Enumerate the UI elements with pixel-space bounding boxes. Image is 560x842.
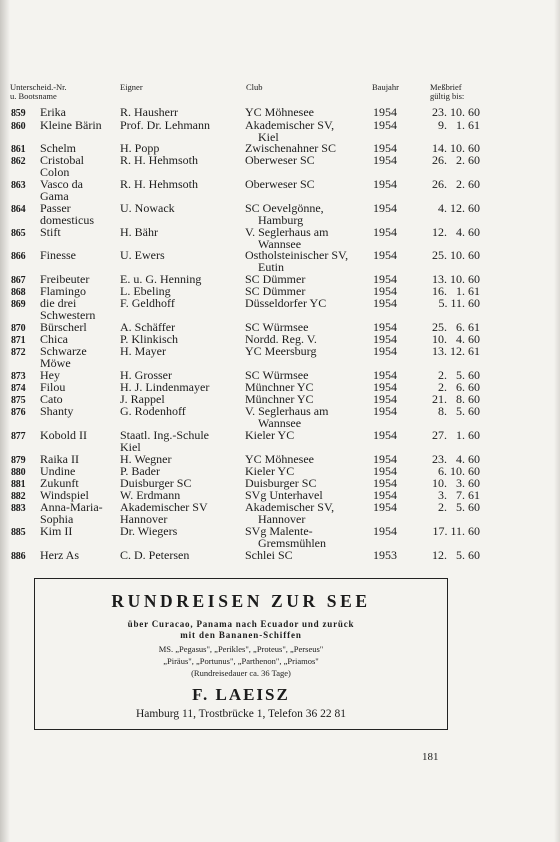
- boat-name: [40, 346, 120, 369]
- advertisement-box: [34, 578, 448, 730]
- boat-name: [40, 250, 120, 262]
- owner-name-line: Hannover: [120, 511, 168, 526]
- boat-name-line: Anna-Maria-: [40, 500, 103, 514]
- boat-name-line: Shanty: [40, 404, 74, 418]
- club-name-line: SC Oevelgönne,: [245, 201, 324, 215]
- club-name-line: SC Würmsee: [245, 320, 309, 334]
- ad-route-line2: mit den Bananen-Schiffen: [180, 630, 302, 640]
- certificate-valid-until: 10. 3. 60: [432, 476, 480, 490]
- owner-name-line: H. Mayer: [120, 344, 166, 358]
- certificate-valid-until: 9. 1. 61: [438, 118, 480, 132]
- boat-name: [40, 298, 120, 321]
- boat-name-line: Flamingo: [40, 284, 87, 298]
- certificate-valid-until: 4. 12. 60: [438, 201, 480, 215]
- club-name-line: YC Meersburg: [245, 344, 317, 358]
- club-name-line: V. Seglerhaus am: [245, 225, 329, 239]
- sail-number: 868: [11, 287, 26, 298]
- header-club: Club: [246, 82, 263, 92]
- boat-name: [40, 179, 120, 202]
- club-name-line: Kieler YC: [245, 428, 295, 442]
- certificate-valid-until: 25. 10. 60: [432, 248, 480, 262]
- club-name-line: SC Würmsee: [245, 368, 309, 382]
- owner-name-line: L. Ebeling: [120, 284, 171, 298]
- boat-name-line: Herz As: [40, 548, 79, 562]
- certificate-valid-until: 10. 4. 60: [432, 332, 480, 346]
- club-name-line: Kiel: [258, 129, 279, 144]
- owner-name: [120, 203, 244, 215]
- owner-name: [120, 502, 244, 525]
- club-name-line: Ostholsteinischer SV,: [245, 248, 349, 262]
- owner-name-line: P. Klinkisch: [120, 332, 179, 346]
- certificate-valid-until: 6. 10. 60: [438, 464, 480, 478]
- ad-company: F. LAEISZ: [192, 685, 290, 704]
- club-name-line: SC Dümmer: [245, 284, 306, 298]
- club-name-line: Hannover: [258, 511, 306, 526]
- boat-name-line: Kobold II: [40, 428, 87, 442]
- boat-name-line: Passer: [40, 201, 71, 215]
- certificate-valid-until: 13. 12. 61: [432, 344, 480, 358]
- club-name-line: Kieler YC: [245, 464, 295, 478]
- owner-name-line: R. H. Hehmsoth: [120, 153, 198, 167]
- ad-address: Hamburg 11, Trostbrücke 1, Telefon 36 22 81: [135, 708, 347, 720]
- certificate-valid-until: 23. 10. 60: [432, 105, 480, 119]
- certificate-valid-until: 14. 10. 60: [432, 141, 480, 155]
- header-nr-line2: u. Bootsname: [10, 91, 57, 101]
- club-name: [245, 346, 370, 358]
- certificate-valid-until: 26. 2. 60: [432, 153, 480, 167]
- club-name-line: Nordd. Reg. V.: [245, 332, 317, 346]
- ad-duration: (Rundreisedauer ca. 36 Tage): [191, 668, 291, 678]
- owner-name-line: Akademischer SV: [120, 500, 208, 514]
- owner-name-line: U. Ewers: [120, 248, 165, 262]
- boat-name: [40, 430, 120, 442]
- build-year: 1953: [373, 548, 397, 562]
- owner-name: [120, 526, 244, 538]
- build-year: 1954: [373, 153, 397, 167]
- boat-name: [40, 526, 120, 538]
- sail-number: 881: [11, 479, 26, 490]
- build-year: 1954: [373, 380, 397, 394]
- build-year: 1954: [373, 141, 397, 155]
- boat-name-line: Finesse: [40, 248, 76, 262]
- club-name: [245, 526, 370, 549]
- club-name: [245, 406, 370, 429]
- sail-number: 872: [11, 347, 26, 358]
- build-year: 1954: [373, 332, 397, 346]
- club-name: [245, 203, 370, 226]
- club-name-line: YC Möhnesee: [245, 452, 314, 466]
- certificate-valid-until: 16. 1. 61: [432, 284, 480, 298]
- certificate-valid-until: 21. 8. 60: [432, 392, 480, 406]
- owner-name-line: U. Nowack: [120, 201, 175, 215]
- sail-number: 869: [11, 299, 26, 310]
- owner-name: [120, 250, 244, 262]
- club-name-line: Akademischer SV,: [245, 500, 335, 514]
- sail-number: 860: [11, 121, 26, 132]
- boat-name-line: Erika: [40, 105, 66, 119]
- owner-name-line: Duisburger SC: [120, 476, 192, 490]
- boat-name-line: Freibeuter: [40, 272, 90, 286]
- club-name-line: Münchner YC: [245, 380, 314, 394]
- sail-number: 885: [11, 527, 26, 538]
- certificate-valid-until: 5. 11. 60: [438, 296, 480, 310]
- boat-name: [40, 107, 120, 119]
- boat-name: [40, 203, 120, 226]
- owner-name-line: E. u. G. Henning: [120, 272, 202, 286]
- sail-number: 873: [11, 371, 26, 382]
- club-name-line: Münchner YC: [245, 392, 314, 406]
- sail-number: 877: [11, 431, 26, 442]
- build-year: 1954: [373, 272, 397, 286]
- sail-number: 861: [11, 144, 26, 155]
- boat-name-line: Windspiel: [40, 488, 89, 502]
- owner-name-line: H. J. Lindenmayer: [120, 380, 210, 394]
- owner-name-line: P. Bader: [120, 464, 160, 478]
- build-year: 1954: [373, 404, 397, 418]
- certificate-valid-until: 3. 7. 61: [438, 488, 480, 502]
- owner-name: [120, 227, 244, 239]
- sail-number: 863: [11, 180, 26, 191]
- sail-number: 875: [11, 395, 26, 406]
- owner-name-line: H. Bähr: [120, 225, 158, 239]
- boat-name-line: domesticus: [40, 212, 94, 227]
- boat-name-line: Raika II: [40, 452, 79, 466]
- club-name-line: Oberweser SC: [245, 153, 315, 167]
- owner-name: [120, 155, 244, 167]
- boat-name: [40, 227, 120, 239]
- certificate-valid-until: 2. 6. 60: [438, 380, 480, 394]
- club-name: [245, 120, 370, 143]
- club-name-line: YC Möhnesee: [245, 105, 314, 119]
- club-name-line: SVg Malente-: [245, 524, 313, 538]
- boat-name: [40, 155, 120, 178]
- club-name-line: Akademischer SV,: [245, 118, 335, 132]
- boat-name-line: Stift: [40, 225, 61, 239]
- owner-name-line: A. Schäffer: [120, 320, 176, 334]
- owner-name: [120, 406, 244, 418]
- sail-number: 865: [11, 228, 26, 239]
- build-year: 1954: [373, 344, 397, 358]
- club-name-line: V. Seglerhaus am: [245, 404, 329, 418]
- sail-number: 864: [11, 204, 26, 215]
- owner-name-line: Prof. Dr. Lehmann: [120, 118, 210, 132]
- owner-name: [120, 179, 244, 191]
- header-year: Baujahr: [372, 82, 399, 92]
- sail-number: 883: [11, 503, 26, 514]
- club-name: [245, 250, 370, 273]
- build-year: 1954: [373, 428, 397, 442]
- boat-name-line: Zukunft: [40, 476, 79, 490]
- boat-name-line: Schwestern: [40, 307, 96, 322]
- owner-name-line: F. Geldhoff: [120, 296, 175, 310]
- club-name-line: Düsseldorfer YC: [245, 296, 327, 310]
- club-name-line: Duisburger SC: [245, 476, 317, 490]
- ad-route-line1: über Curacao, Panama nach Ecuador und zurück: [127, 619, 355, 629]
- sail-number: 879: [11, 455, 26, 466]
- build-year: 1954: [373, 296, 397, 310]
- owner-name-line: Staatl. Ing.-Schule: [120, 428, 209, 442]
- certificate-valid-until: 27. 1. 60: [432, 428, 480, 442]
- sail-number: 871: [11, 335, 26, 346]
- boat-name-line: Kleine Bärin: [40, 118, 102, 132]
- sail-number: 866: [11, 251, 26, 262]
- boat-name: [40, 550, 120, 562]
- boat-name: [40, 502, 120, 525]
- build-year: 1954: [373, 500, 397, 514]
- club-name-line: Hamburg: [258, 212, 304, 227]
- build-year: 1954: [373, 392, 397, 406]
- boat-name-line: Undine: [40, 464, 76, 478]
- owner-name-line: H. Popp: [120, 141, 160, 155]
- certificate-valid-until: 12. 4. 60: [432, 225, 480, 239]
- club-name-line: Wannsee: [258, 415, 302, 430]
- owner-name-line: H. Grosser: [120, 368, 172, 382]
- certificate-valid-until: 2. 5. 60: [438, 500, 480, 514]
- club-name: [245, 550, 370, 562]
- build-year: 1954: [373, 177, 397, 191]
- sail-number: 867: [11, 275, 26, 286]
- club-name: [245, 107, 370, 119]
- build-year: 1954: [373, 452, 397, 466]
- club-name-line: Eutin: [258, 259, 284, 274]
- owner-name-line: W. Erdmann: [120, 488, 181, 502]
- certificate-valid-until: 2. 5. 60: [438, 368, 480, 382]
- owner-name-line: Dr. Wiegers: [120, 524, 178, 538]
- sail-number: 859: [11, 108, 26, 119]
- club-name: [245, 502, 370, 525]
- owner-name: [120, 107, 244, 119]
- owner-name-line: Kiel: [120, 439, 141, 454]
- club-name-line: SC Dümmer: [245, 272, 306, 286]
- club-name: [245, 430, 370, 442]
- club-name-line: Oberweser SC: [245, 177, 315, 191]
- boat-name-line: Schelm: [40, 141, 76, 155]
- header-valid-line2: gültig bis:: [430, 91, 465, 101]
- ad-ships-line2: „Piräus", „Portunus", „Parthenon", „Priamos": [163, 656, 319, 666]
- sail-number: 882: [11, 491, 26, 502]
- owner-name-line: G. Rodenhoff: [120, 404, 186, 418]
- certificate-valid-until: 13. 10. 60: [432, 272, 480, 286]
- boat-name-line: Colon: [40, 164, 70, 179]
- club-name: [245, 227, 370, 250]
- certificate-valid-until: 12. 5. 60: [432, 548, 480, 562]
- boat-name-line: Gama: [40, 188, 69, 203]
- build-year: 1954: [373, 464, 397, 478]
- sail-number: 886: [11, 551, 26, 562]
- build-year: 1954: [373, 248, 397, 262]
- build-year: 1954: [373, 105, 397, 119]
- certificate-valid-until: 26. 2. 60: [432, 177, 480, 191]
- header-valid-line1: Meßbrief: [430, 82, 462, 92]
- club-name-line: Wannsee: [258, 236, 302, 251]
- sail-number: 880: [11, 467, 26, 478]
- owner-name-line: J. Rappel: [120, 392, 165, 406]
- build-year: 1954: [373, 225, 397, 239]
- build-year: 1954: [373, 201, 397, 215]
- build-year: 1954: [373, 368, 397, 382]
- certificate-valid-until: 25. 6. 61: [432, 320, 480, 334]
- boat-name-line: Cato: [40, 392, 63, 406]
- owner-name-line: R. Hausherr: [120, 105, 178, 119]
- club-name-line: Schlei SC: [245, 548, 293, 562]
- page-number: 181: [422, 751, 439, 763]
- boat-name-line: Sophia: [40, 511, 74, 526]
- owner-name-line: C. D. Petersen: [120, 548, 190, 562]
- boat-name-line: die drei: [40, 296, 77, 310]
- boat-name-line: Möwe: [40, 355, 71, 370]
- sail-number: 874: [11, 383, 26, 394]
- certificate-valid-until: 17. 11. 60: [432, 524, 480, 538]
- boat-name: [40, 120, 120, 132]
- club-name-line: Gremsmühlen: [258, 535, 326, 550]
- ad-title: RUNDREISEN ZUR SEE: [111, 591, 371, 611]
- club-name: [245, 298, 370, 310]
- owner-name-line: R. H. Hehmsoth: [120, 177, 198, 191]
- build-year: 1954: [373, 284, 397, 298]
- boat-name-line: Hey: [40, 368, 60, 382]
- boat-name-line: Bürscherl: [40, 320, 87, 334]
- certificate-valid-until: 23. 4. 60: [432, 452, 480, 466]
- boat-name-line: Kim II: [40, 524, 73, 538]
- owner-name: [120, 120, 244, 132]
- club-name: [245, 155, 370, 167]
- owner-name: [120, 346, 244, 358]
- header-nr-line1: Unterscheid.-Nr.: [10, 82, 67, 92]
- boat-name: [40, 406, 120, 418]
- build-year: 1954: [373, 488, 397, 502]
- boat-name-line: Chica: [40, 332, 68, 346]
- build-year: 1954: [373, 320, 397, 334]
- sail-number: 876: [11, 407, 26, 418]
- sail-number: 870: [11, 323, 26, 334]
- certificate-valid-until: 8. 5. 60: [438, 404, 480, 418]
- boat-name-line: Vasco da: [40, 177, 83, 191]
- owner-name: [120, 430, 244, 453]
- header-owner: Eigner: [120, 82, 143, 92]
- owner-name: [120, 550, 244, 562]
- ad-ships-line1: MS. „Pegasus", „Perikles", „Proteus", „Perseus": [158, 644, 324, 654]
- club-name: [245, 179, 370, 191]
- owner-name: [120, 298, 244, 310]
- boat-name-line: Filou: [40, 380, 66, 394]
- club-name-line: Zwischenahner SC: [245, 141, 336, 155]
- sail-number: 862: [11, 156, 26, 167]
- build-year: 1954: [373, 524, 397, 538]
- boat-name-line: Cristobal: [40, 153, 84, 167]
- club-name-line: SVg Unterhavel: [245, 488, 323, 502]
- build-year: 1954: [373, 118, 397, 132]
- build-year: 1954: [373, 476, 397, 490]
- owner-name-line: H. Wegner: [120, 452, 172, 466]
- boat-name-line: Schwarze: [40, 344, 87, 358]
